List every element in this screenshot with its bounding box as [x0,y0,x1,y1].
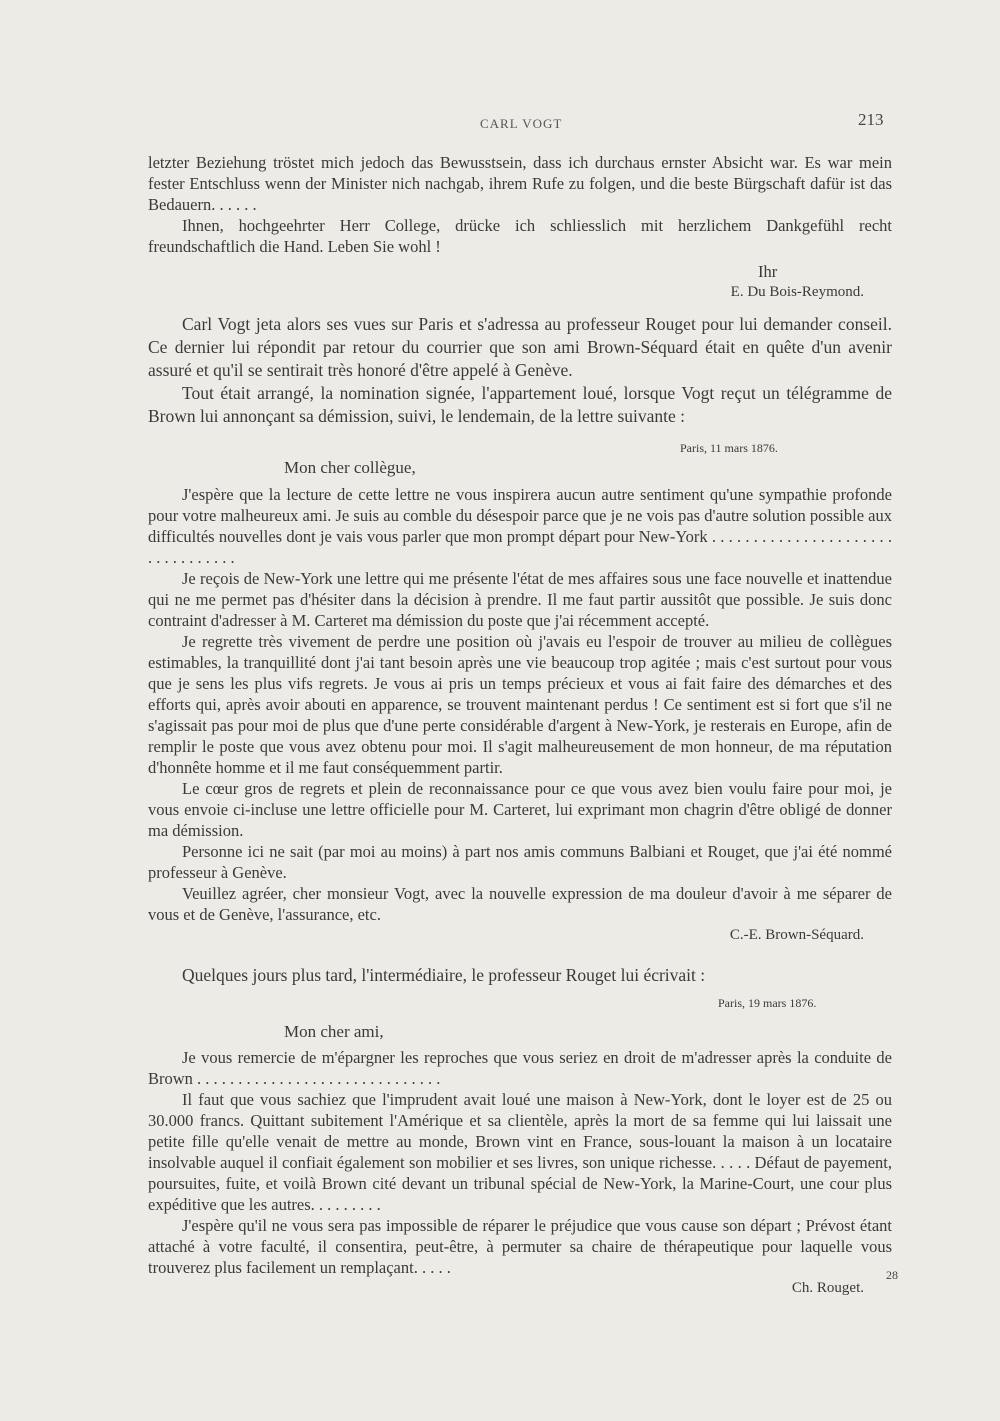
letter-rouget-paragraph: Il faut que vous sachiez que l'imprudent avait loué une maison à New-York, dont le loyer est de 25 ou 30.000 francs. Quittant subitement l'Amérique et sa clientèle, après la mort de sa femme qui lui laissait une petite fille qu'elle venait de mettre au monde, Brown vint en France, sous-louant la maison à un locataire insolvable auquel il confiait également son mobilier et ses livres, son unique richesse. . . . . Défaut de payement, poursuites, fuite, et voilà Brown cité devant un tribunal spécial de New-York, la Marine-Court, une cour plus expéditive que les autres. . . . . . . . . [148,1090,892,1214]
running-title: CARL VOGT [480,116,563,131]
letter-brown [148,484,892,946]
letter-dbr-signature: E. Du Bois-Reymond. [730,284,864,300]
letter-brown-paragraph: Personne ici ne sait (par moi au moins) à part nos amis communs Balbiani et Rouget, que j'ai été nommé professeur à Genève. [148,842,892,882]
narrative-section [148,313,892,428]
brown-salutation: Mon cher collègue, [284,458,416,477]
narrative-paragraph: Tout était arrangé, la nomination signée, l'appartement loué, lorsque Vogt reçut un télégramme de Brown lui annonçant sa démission, suivi, le lendemain, de la lettre suivante : [148,383,892,426]
rouget-salutation: Mon cher ami, [284,1022,384,1041]
letter-rouget-paragraph: J'espère qu'il ne vous sera pas impossible de réparer le préjudice que vous cause son départ ; Prévost étant attaché à votre faculté, il consentira, peut-être, à permuter sa chaire de thérapeutique pour laquelle vous trouverez plus facilement un remplaçant. . . . . [148,1216,892,1277]
brown-dateline: Paris, 11 mars 1876. [680,441,778,455]
letter-dbr-closing: Ihr [758,262,778,281]
narrative-paragraph: Carl Vogt jeta alors ses vues sur Paris et s'adressa au professeur Rouget pour lui demander conseil. Ce dernier lui répondit par retour du courrier que son ami Brown-Séquard était en quête d'un avenir assuré et qu'il se sentirait très honoré d'être appelé à Genève. [148,314,892,380]
letter-brown-paragraph: J'espère que la lecture de cette lettre ne vous inspirera aucun autre sentiment qu'une sympathie profonde pour votre malheureux ami. Je suis au comble du désespoir parce que je ne vois pas d'autre solution possible aux difficultés nouvelles dont je vais vous parler que mon prompt départ pour New-York . . . . . . . . . . . . . . . . . . . . . . . . . . . . . . . . . [148,485,892,567]
letter-dbr-paragraph: letzter Beziehung tröstet mich jedoch das Bewusstsein, dass ich durchaus ernster Absicht war. Es war mein fester Entschluss wenn der Minister nich nachgab, ihrem Rufe zu folgen, und die beste Bürgschaft dafür ist das Bedauern. . . . . . [148,153,892,214]
letter-rouget [148,1047,892,1299]
narrative-section [148,964,892,987]
letter-brown-paragraph: Veuillez agréer, cher monsieur Vogt, avec la nouvelle expression de ma douleur d'avoir à me séparer de vous et de Genève, l'assurance, etc. [148,884,892,924]
letter-brown-signature: C.-E. Brown-Séquard. [729,927,864,943]
letter-brown-paragraph: Le cœur gros de regrets et plein de reconnaissance pour ce que vous avez bien voulu faire pour moi, je vous envoie ci-incluse une lettre officielle pour M. Carteret, lui exprimant mon chagrin d'être obligé de donner ma démission. [148,779,892,840]
letter-rouget-signature: Ch. Rouget. [791,1280,864,1296]
letter-brown-paragraph: Je reçois de New-York une lettre qui me présente l'état de mes affaires sous une face nouvelle et inattendue qui ne me permet pas d'hésiter dans la décision à prendre. Il me faut partir aussitôt que possible. Je suis donc contraint d'adresser à M. Carteret ma démission du poste que j'ai récemment accepté. [148,569,892,630]
rouget-dateline: Paris, 19 mars 1876. [718,996,817,1010]
letter-dbr-paragraph: Ihnen, hochgeehrter Herr College, drücke ich schliesslich mit herzlichem Dankgefühl recht freundschaftlich die Hand. Leben Sie wohl ! [148,216,892,256]
signature-mark: 28 [886,1268,898,1282]
letter-rouget-paragraph: Je vous remercie de m'épargner les reproches que vous seriez en droit de m'adresser après la conduite de Brown . . . . . . . . . . . . . . . . . . . . . . . . . . . . . . [148,1048,892,1088]
page-number: 213 [858,110,884,129]
narrative-paragraph: Quelques jours plus tard, l'intermédiaire, le professeur Rouget lui écrivait : [182,965,706,985]
letter-dbr [148,152,892,303]
letter-brown-paragraph: Je regrette très vivement de perdre une position où j'avais eu l'espoir de trouver au milieu de collègues estimables, la tranquillité dont j'ai tant besoin après une vie beaucoup trop agitée ; mais c'est surtout pour vous que je sens les plus vifs regrets. Je vous ai pris un temps précieux et vous ai fait faire des démarches et des efforts qui, après avoir abouti en apparence, se trouvent maintenant perdus ! Ce sentiment est si fort que s'il ne s'agissait pas pour moi de plus que d'une perte considérable d'argent à New-York, je resterais en Europe, afin de remplir le poste que vous avez obtenu pour moi. Il s'agit malheureusement de mon honneur, de ma réputation d'honnête homme et il me faut conséquemment partir. [148,632,892,777]
